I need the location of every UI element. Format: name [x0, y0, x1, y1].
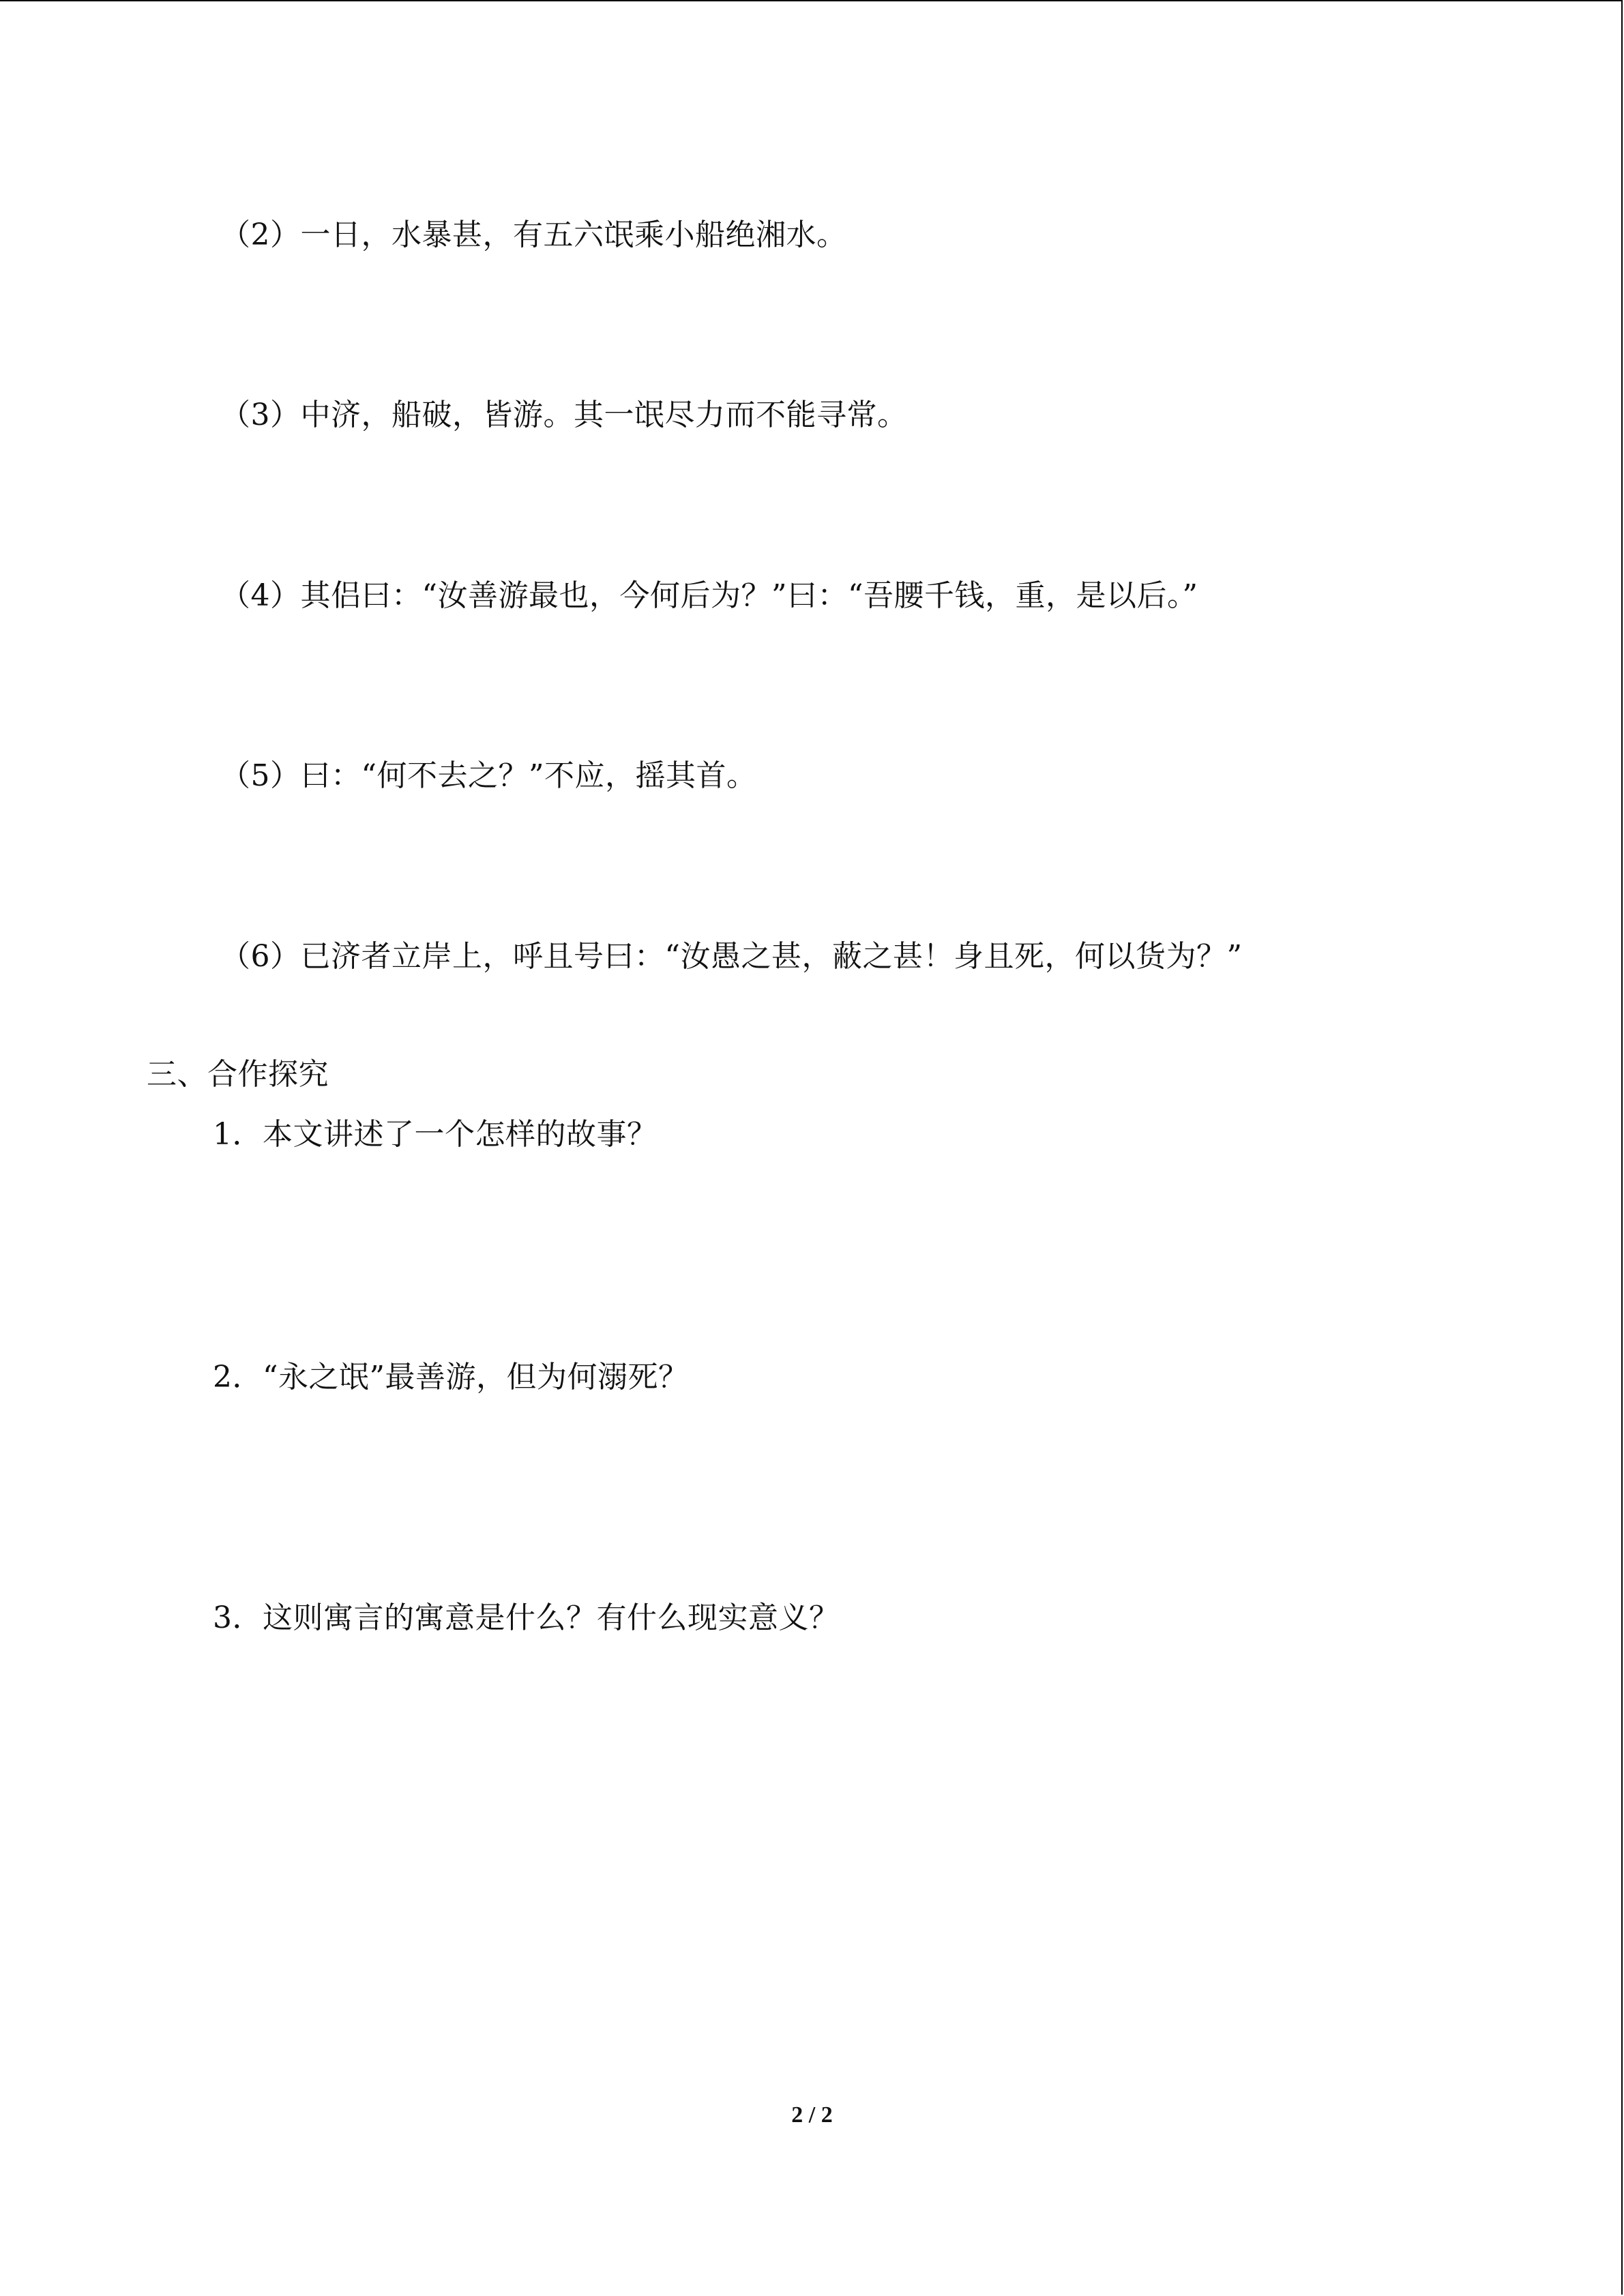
translation-item-3: （3）中济，船破，皆游。其一氓尽力而不能寻常。: [220, 398, 908, 432]
section-heading-cooperative-inquiry: 三、合作探究: [147, 1057, 329, 1092]
page-number: 2 / 2: [791, 2102, 833, 2128]
question-1: 1．本文讲述了一个怎样的故事？: [213, 1117, 658, 1152]
translation-item-2: （2）一日，水暴甚，有五六氓乘小船绝湘水。: [220, 218, 847, 252]
translation-item-5: （5）曰：“何不去之？”不应，摇其首。: [220, 758, 757, 793]
translation-item-4: （4）其侣曰：“汝善游最也，今何后为？”曰：“吾腰千钱，重，是以后。”: [220, 578, 1198, 613]
question-3: 3．这则寓言的寓意是什么？有什么现实意义？: [213, 1600, 840, 1635]
question-2: 2．“永之氓”最善游，但为何溺死？: [213, 1360, 689, 1395]
translation-item-6: （6）已济者立岸上，呼且号曰：“汝愚之甚，蔽之甚！身且死，何以货为？”: [220, 939, 1243, 974]
